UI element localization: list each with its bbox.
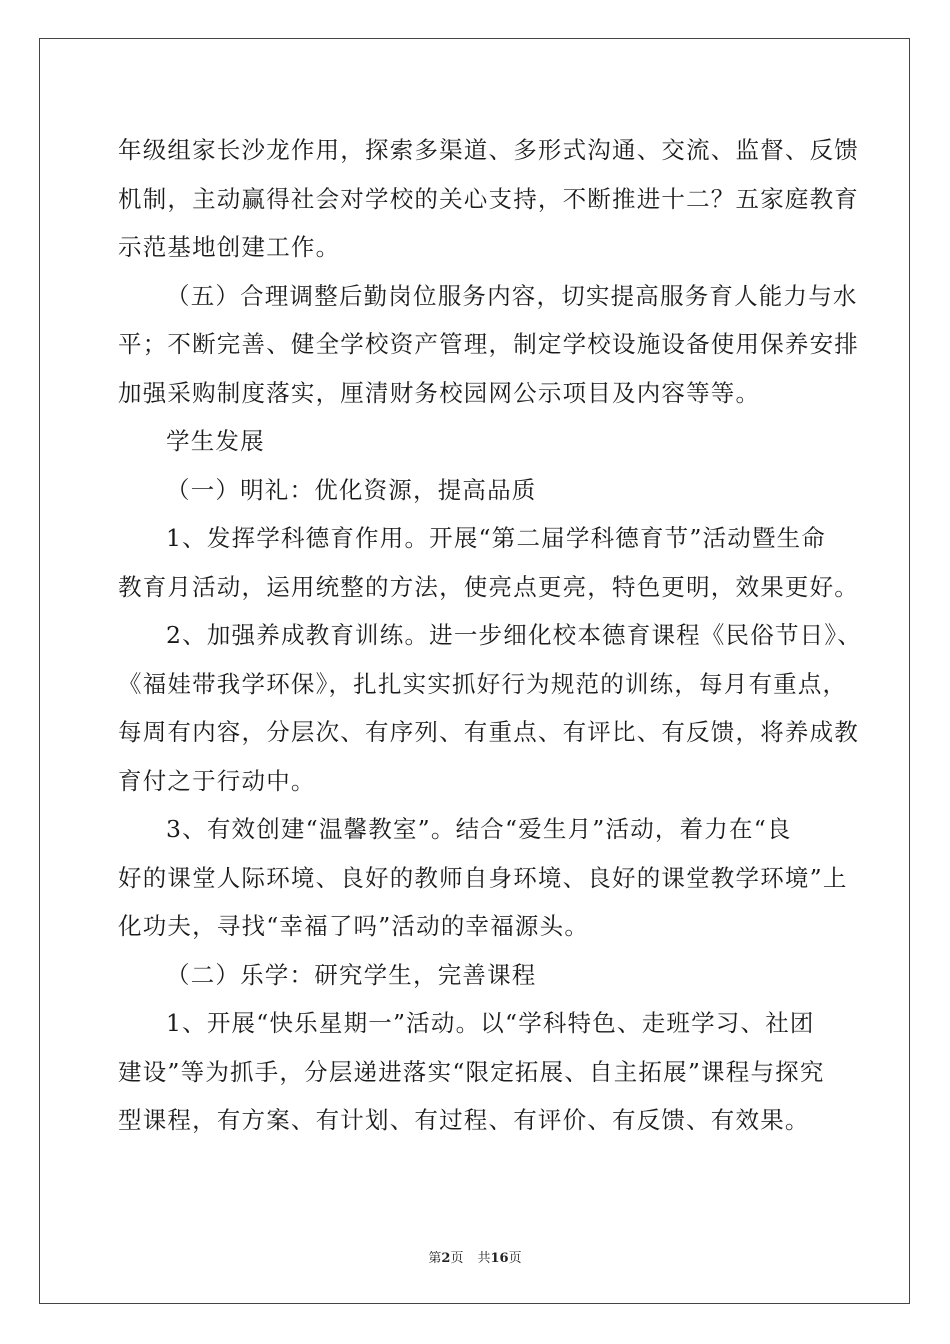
document-body [118, 126, 863, 1145]
text-line: 年级组家长沙龙作用，探索多渠道、多形式沟通、交流、监督、反馈 [118, 136, 859, 164]
text-line: 2、加强养成教育训练。进一步细化校本德育课程《民俗节日》、 [166, 621, 863, 649]
text-line: 机制，主动赢得社会对学校的关心支持，不断推进十二？五家庭教育 [118, 184, 859, 213]
text-line: 每周有内容，分层次、有序列、有重点、有评比、有反馈，将养成教 [118, 718, 859, 746]
text-line: 好的课堂人际环境、良好的教师自身环境、良好的课堂教学环境”上 [118, 863, 848, 892]
text-line: （五）合理调整后勤岗位服务内容，切实提高服务育人能力与水 [166, 281, 858, 310]
text-line: 1、发挥学科德育作用。开展“第二届学科德育节”活动暨生命 [166, 524, 827, 552]
total-suffix: 页 [508, 1251, 522, 1266]
text-line: 育付之于行动中。 [118, 766, 316, 795]
text-line: 教育月活动，运用统整的方法，使亮点更亮，特色更明，效果更好。 [118, 572, 859, 601]
current-page-number: 2 [441, 1251, 451, 1266]
text-line: 建设”等为抓手，分层递进落实“限定拓展、自主拓展”课程与探究 [118, 1057, 825, 1086]
text-line: 《福娃带我学环保》，扎扎实实抓好行为规范的训练，每月有重点， [118, 669, 848, 698]
total-prefix: 共 [477, 1251, 491, 1266]
text-line: 型课程，有方案、有计划、有过程、有评价、有反馈、有效果。 [118, 1106, 810, 1134]
text-line: 示范基地创建工作。 [118, 233, 341, 261]
page-suffix: 页 [450, 1251, 464, 1266]
text-line: 学生发展 [166, 427, 265, 455]
text-line: 3、有效创建“温馨教室”。结合“爱生月”活动，着力在“良 [166, 815, 792, 843]
text-line: （一）明礼：优化资源，提高品质 [166, 475, 537, 504]
text-line: （二）乐学：研究学生，完善课程 [166, 960, 537, 989]
text-line: 平；不断完善、健全学校资产管理，制定学校设施设备使用保养安排 [118, 330, 859, 358]
text-line: 化功夫，寻找“幸福了吗”活动的幸福源头。 [118, 912, 590, 940]
page-footer [0, 1247, 950, 1266]
total-page-number: 16 [490, 1251, 509, 1266]
text-line: 加强采购制度落实，厘清财务校园网公示项目及内容等等。 [118, 378, 761, 407]
text-line: 1、开展“快乐星期一”活动。以“学科特色、走班学习、社团 [166, 1009, 815, 1037]
page-prefix: 第 [428, 1251, 442, 1266]
